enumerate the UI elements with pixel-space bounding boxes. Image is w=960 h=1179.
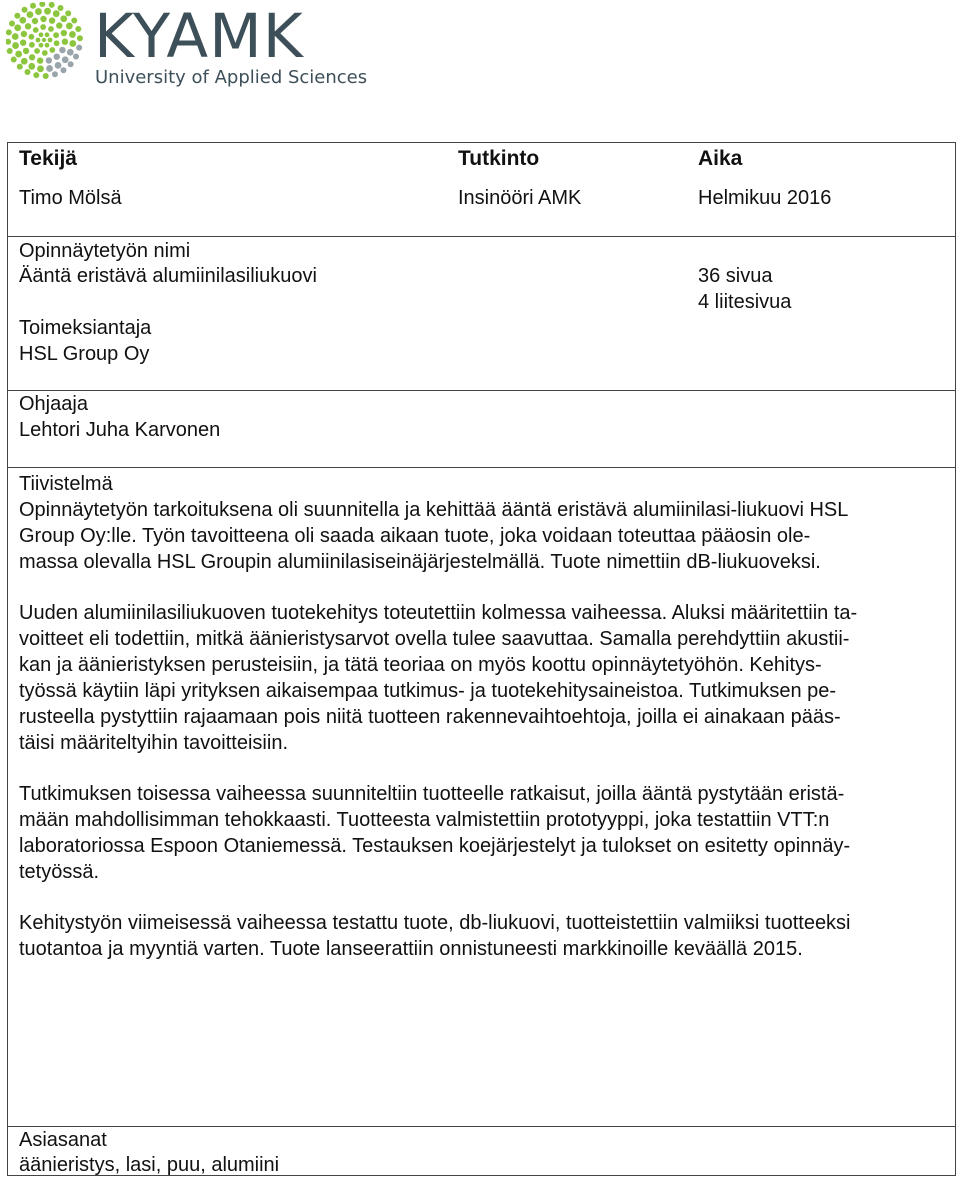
logo-dot: [54, 53, 60, 59]
commissioner-label: Toimeksiantaja: [19, 317, 152, 339]
logo-dot: [49, 47, 55, 53]
logo-dot: [69, 31, 76, 38]
logo-dot: [34, 48, 40, 54]
logo-dot: [30, 3, 36, 9]
logo-dot: [60, 15, 67, 22]
logo-dot: [35, 8, 42, 15]
logo-dot: [20, 39, 26, 45]
time-label: Aika: [698, 147, 743, 170]
logo-dot: [46, 65, 53, 72]
logo-dot: [37, 57, 43, 63]
logo-dot: [23, 48, 29, 54]
logo-dot: [11, 56, 17, 62]
abstract-paragraph-3: [19, 781, 949, 885]
author-value: Timo Mölsä: [19, 187, 122, 209]
logo-dot: [49, 17, 55, 23]
logo-dot: [22, 7, 28, 13]
logo-dot: [49, 2, 55, 8]
logo-dot: [29, 42, 35, 48]
logo-dots-icon: [6, 2, 86, 82]
logo-dot: [62, 39, 68, 45]
logo-dot: [55, 62, 62, 69]
keywords-label: Asiasanat: [19, 1129, 107, 1151]
logo-dot: [6, 39, 11, 45]
logo-dot: [15, 51, 22, 58]
logo-dot: [52, 71, 58, 77]
logo-dot: [42, 38, 46, 42]
author-label: Tekijä: [19, 147, 77, 170]
abstract-line: Kehitystyön viimeisessä vaiheessa testattu tuote, db-liukuovi, tuotteistettiin valmiiksi tuotteeksi: [19, 912, 851, 934]
logo-dot: [75, 26, 81, 32]
logo-dot: [29, 34, 35, 40]
abstract-line: täisi määriteltyihin tavoitteisiin.: [19, 732, 288, 754]
page-count: 36 sivua: [698, 265, 773, 287]
supervisor-row: [8, 390, 955, 467]
logo-subtitle: University of Applied Sciences: [95, 67, 368, 88]
logo-dot: [21, 58, 28, 65]
abstract-line: tuotantoa ja myyntiä varten. Tuote lanseerattiin onnistuneesti markkinoille keväällä 2015.: [19, 938, 803, 960]
thesis-info-form: [7, 142, 956, 1176]
logo-dot: [46, 57, 52, 63]
logo-dot: [53, 10, 60, 17]
logo-dot: [32, 18, 38, 24]
logo-dot: [65, 10, 71, 16]
logo-dot: [40, 24, 46, 30]
thesis-title-value: Ääntä eristävä alumiinilasiliukuovi: [19, 265, 317, 287]
logo-wordmark: KYAMK: [94, 1, 304, 72]
logo-dot: [21, 31, 27, 37]
logo-dot: [29, 54, 35, 60]
commissioner-value: HSL Group Oy: [19, 343, 150, 365]
logo-dot: [62, 56, 69, 63]
abstract-line: työssä käytiin läpi yrityksen aikaisempaa tutkimus- ja tuotekehitysaineistoa. Tutkimuksen pe-: [19, 680, 837, 702]
logo-dot: [33, 72, 39, 78]
logo-dot: [45, 43, 50, 48]
abstract-line: Uuden alumiinilasiliukuoven tuotekehitys toteutettiin kolmessa vaiheessa. Aluksi määritettiin ta-: [19, 602, 858, 624]
abstract-paragraph-4: [19, 910, 949, 962]
logo-dot: [45, 32, 50, 37]
logo-dot: [27, 11, 34, 18]
abstract-row: [8, 467, 955, 1126]
logo-dot: [60, 67, 66, 73]
logo-dot: [17, 64, 23, 70]
supervisor-label: Ohjaaja: [19, 393, 88, 415]
logo-dot: [69, 40, 76, 47]
logo-dot: [6, 29, 12, 35]
abstract-label: Tiivistelmä: [19, 473, 113, 495]
logo-dot: [19, 17, 26, 24]
degree-label: Tutkinto: [458, 147, 540, 170]
abstract-line: tetyössä.: [19, 861, 100, 883]
logo-dot: [67, 49, 74, 56]
logo-dot: [24, 69, 30, 75]
abstract-line: kan ja äänieristyksen perusteisiin, ja tätä teoriaa on myös koottu opinnäytetyöhön. Kehitys-: [19, 654, 822, 676]
logo-dot: [73, 54, 79, 60]
logo-dot: [14, 24, 21, 31]
logo-dot: [61, 30, 67, 36]
degree-value: Insinööri AMK: [458, 187, 582, 209]
abstract-paragraph-1: [19, 497, 949, 575]
logo-dot: [14, 13, 20, 19]
logo-dot: [37, 65, 44, 72]
logo-dot: [66, 23, 73, 30]
logo-dot: [7, 48, 13, 54]
logo-dot: [28, 63, 35, 70]
supervisor-value: Lehtori Juha Karvonen: [19, 419, 221, 441]
logo-dot: [77, 35, 83, 41]
keywords-row: [8, 1126, 955, 1177]
appendix-page-count: 4 liitesivua: [698, 291, 792, 313]
logo-dot: [53, 32, 59, 38]
logo-dot: [36, 38, 41, 43]
logo-dot: [76, 45, 82, 51]
kyamk-logo: [6, 1, 368, 90]
abstract-body: [19, 471, 949, 987]
logo-dot: [39, 43, 44, 48]
logo-dot: [68, 61, 74, 67]
logo-dot: [12, 42, 19, 49]
logo-dot: [39, 2, 45, 7]
logo-dot: [12, 33, 19, 40]
logo-dot: [48, 26, 54, 32]
logo-dot: [48, 38, 53, 43]
thesis-title-label: Opinnäytetyön nimi: [19, 240, 191, 262]
logo-dot: [43, 73, 49, 79]
abstract-paragraph-2: [19, 600, 949, 756]
logo-dot: [58, 5, 64, 11]
abstract-line: Tutkimuksen toisessa vaiheessa suunniteltiin tuotteelle ratkaisut, joilla ääntä pystytään eristä-: [19, 783, 845, 805]
abstract-line: mään mahdollisimman tehokkaasti. Tuotteesta valmistettiin prototyyppi, joka testattiin VTT:n: [19, 809, 830, 831]
logo-dot: [9, 20, 15, 26]
logo-dot: [33, 27, 39, 33]
logo-dot: [71, 18, 77, 24]
logo-dot: [59, 47, 65, 53]
logo-dot: [54, 40, 60, 46]
abstract-line: massa olevalla HSL Groupin alumiinilasiseinäjärjestelmällä. Tuote nimettiin dB-liukuoveksi.: [19, 551, 821, 573]
logo-dot: [44, 8, 51, 15]
time-value: Helmikuu 2016: [698, 187, 832, 209]
header-row: [8, 143, 955, 236]
abstract-line: laboratoriossa Espoon Otaniemessä. Testauksen koejärjestelyt ja tulokset on esitetty opinnäy-: [19, 835, 851, 857]
logo-dot: [40, 16, 46, 22]
logo-dot: [42, 50, 48, 56]
thesis-row: [8, 236, 955, 390]
keywords-value: äänieristys, lasi, puu, alumiini: [19, 1154, 280, 1176]
abstract-line: Group Oy:lle. Työn tavoitteena oli saada aikaan tuote, joka voidaan toteuttaa pääosin ole-: [19, 525, 811, 547]
logo-dot: [25, 23, 31, 29]
abstract-line: Opinnäytetyön tarkoituksena oli suunnitella ja kehittää ääntä eristävä alumiinilasi-liukuovi HSL: [19, 499, 849, 521]
abstract-line: voitteet eli todettiin, mitkä äänieristysarvot ovella tulee saavuttaa. Samalla perehdyttiin akustii-: [19, 628, 850, 650]
logo-dot: [56, 22, 62, 28]
logo-dot: [39, 32, 44, 37]
abstract-line: rusteella pystyttiin rajaamaan pois niitä tuotteen rakennevaihtoehtoja, joilla ei ainakaan pääs-: [19, 706, 841, 728]
